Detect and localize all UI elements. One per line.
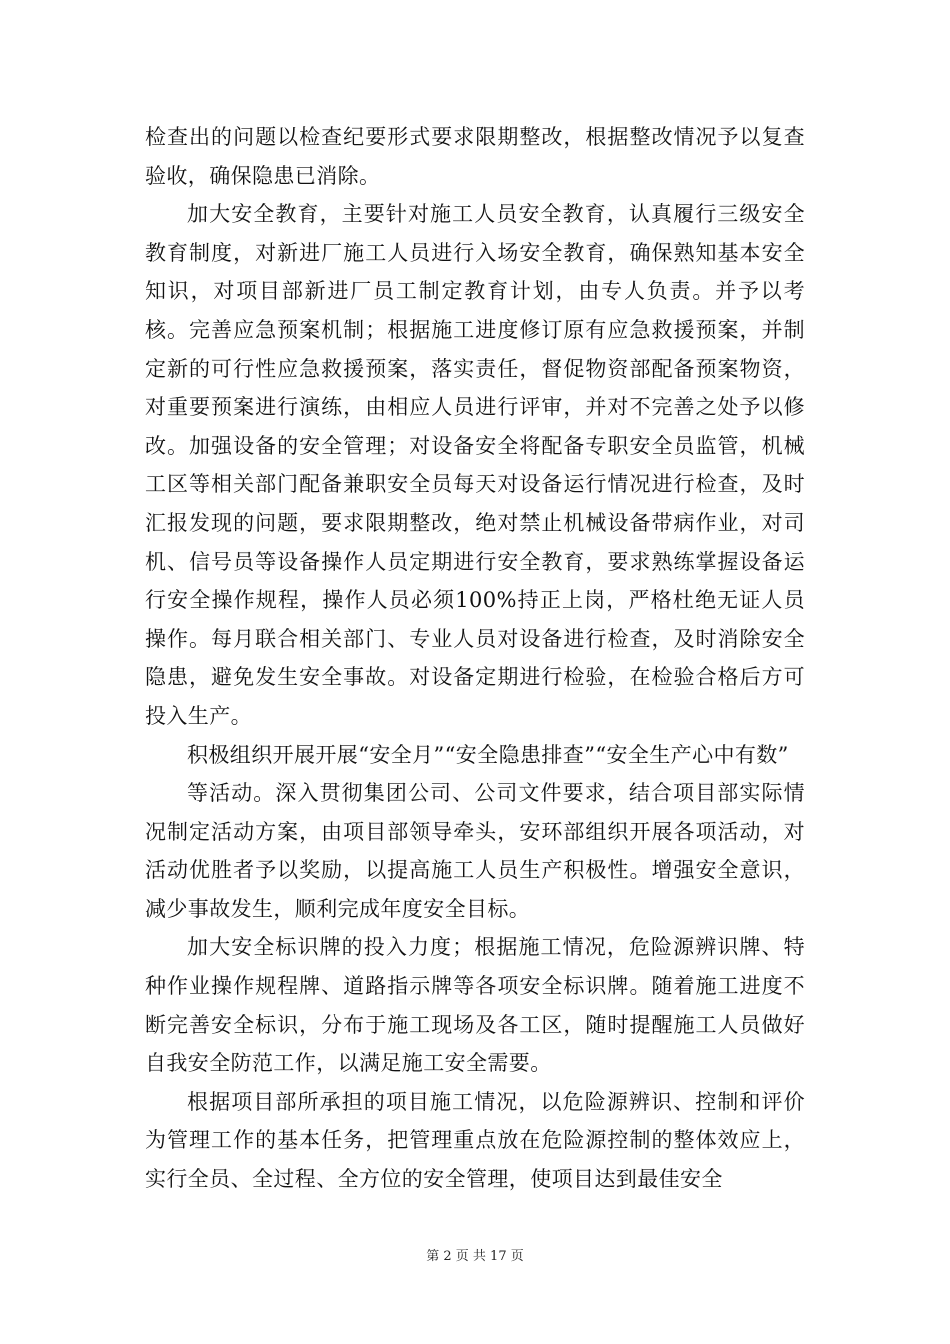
paragraph-2: 加大安全教育，主要针对施工人员安全教育，认真履行三级安全教育制度，对新进厂施工人员进行入场安全教育，确保熟知基本安全知识，对项目部新进厂员工制定教育计划，由专人负责。并予以考核。完善应急预案机制；根据施工进度修订原有应急救援预案，并制定新的可行性应急救援预案，落实责任，督促物资部配备预案物资，对重要预案进行演练，由相应人员进行评审，并对不完善之处予以修改。加强设备的安全管理；对设备安全将配备专职安全员监管，机械工区等相关部门配备兼职安全员每天对设备运行情况进行检查，及时汇报发现的问题，要求限期整改，绝对禁止机械设备带病作业，对司机、信号员等设备操作人员定期进行安全教育，要求熟练掌握设备运行安全操作规程，操作人员必须100%持正上岗，严格杜绝无证人员操作。每月联合相关部门、专业人员对设备进行检查，及时消除安全隐患，避免发生安全事故。对设备定期进行检验，在检验合格后方可投入生产。: [145, 202, 805, 728]
paragraph-3: 积极组织开展开展“安全月”“安全隐患排查”“安全生产心中有数”: [187, 742, 789, 767]
page-number-footer: 第 2 页 共 17 页: [426, 1249, 524, 1264]
paragraph-1: 检查出的问题以检查纪要形式要求限期整改，根据整改情况予以复查验收，确保隐患已消除。: [145, 125, 805, 188]
paragraph-4: 等活动。深入贯彻集团公司、公司文件要求，结合项目部实际情况制定活动方案，由项目部领导牵头，安环部组织开展各项活动，对活动优胜者予以奖励，以提高施工人员生产积极性。增强安全意识，减少事故发生，顺利完成年度安全目标。: [145, 781, 805, 921]
paragraph-6: 根据项目部所承担的项目施工情况，以危险源辨识、控制和评价为管理工作的基本任务，把管理重点放在危险源控制的整体效应上，实行全员、全过程、全方位的安全管理，使项目达到最佳安全: [145, 1089, 805, 1192]
document-body: [145, 118, 805, 1199]
paragraph-5: 加大安全标识牌的投入力度；根据施工情况，危险源辨识牌、特种作业操作规程牌、道路指示牌等各项安全标识牌。随着施工进度不断完善安全标识，分布于施工现场及各工区，随时提醒施工人员做好自我安全防范工作，以满足施工安全需要。: [145, 935, 805, 1076]
